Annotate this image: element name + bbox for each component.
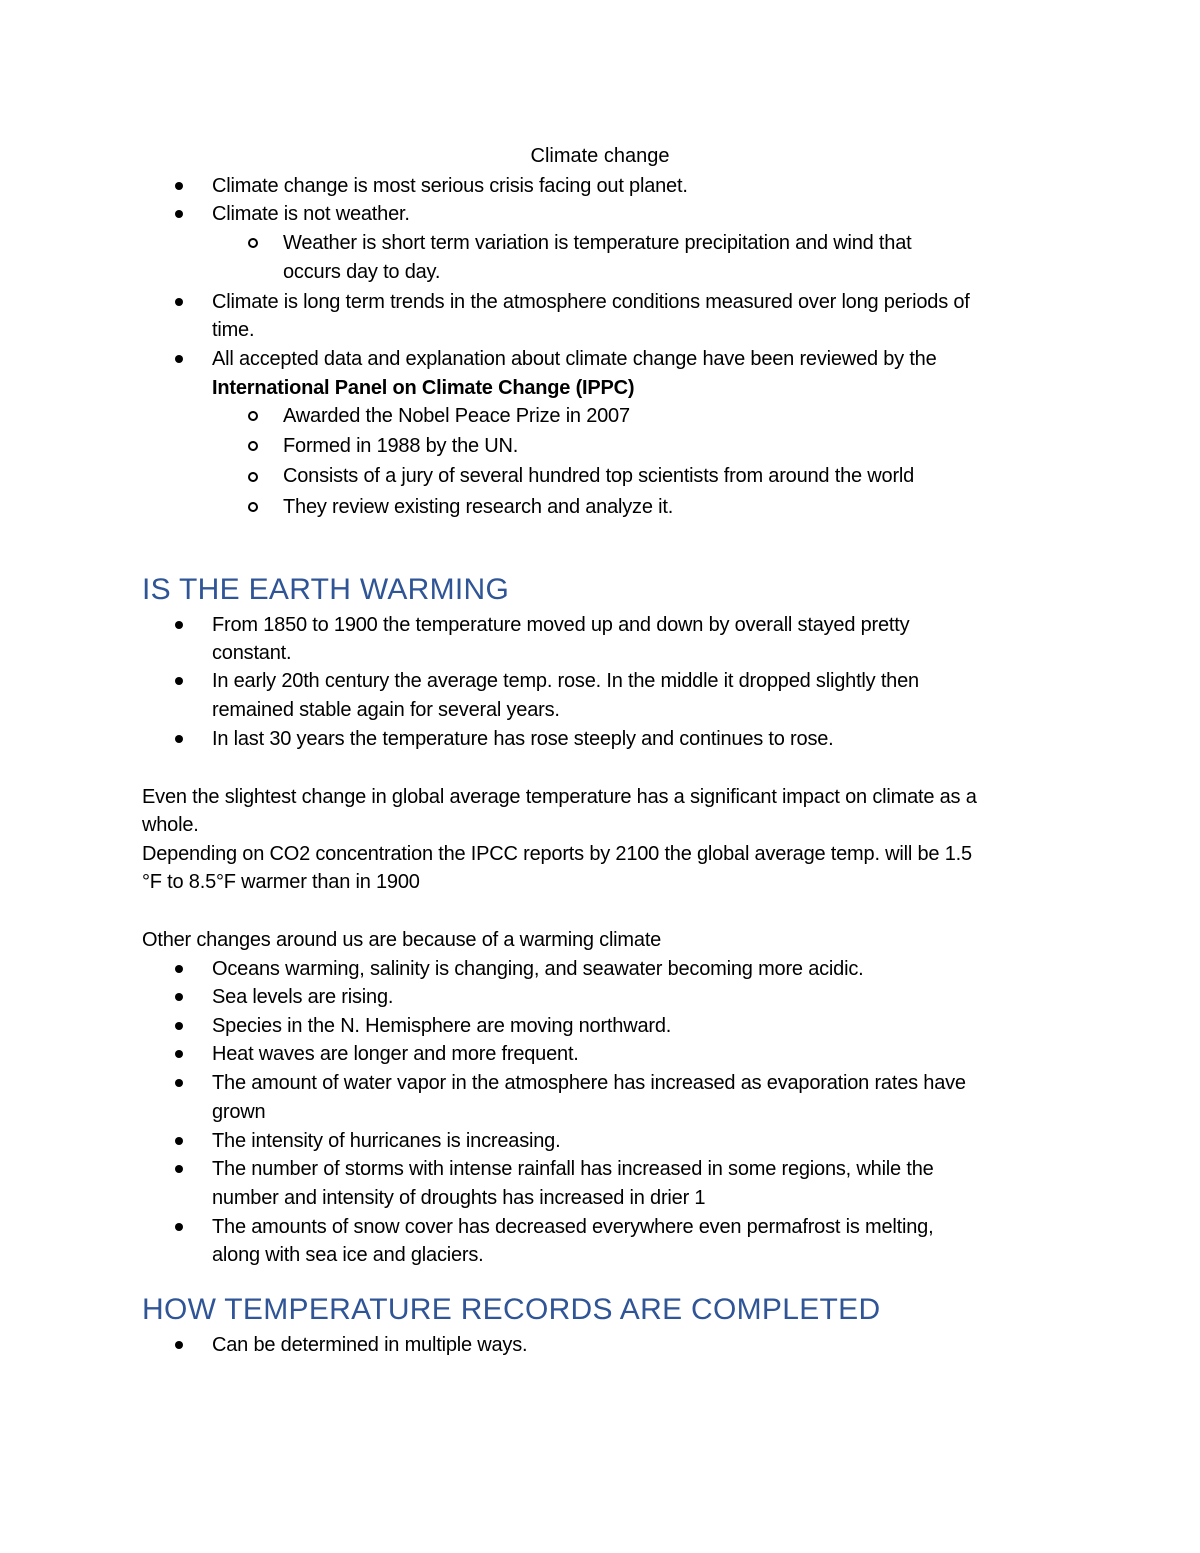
sub-list-item: Weather is short term variation is temperature precipitation and wind that xyxy=(283,232,912,254)
list-item: Species in the N. Hemisphere are moving northward. xyxy=(212,1015,672,1037)
sub-list-item: Awarded the Nobel Peace Prize in 2007 xyxy=(283,405,630,427)
sub-list-item: Consists of a jury of several hundred top scientists from around the world xyxy=(283,465,915,487)
sub-bullet-icon xyxy=(248,238,258,248)
sub-bullet-icon xyxy=(248,472,258,482)
bullet-icon xyxy=(175,1223,183,1231)
paragraph-continuation: whole. xyxy=(142,814,199,836)
bullet-icon xyxy=(175,1137,183,1145)
bullet-icon xyxy=(175,1022,183,1030)
bullet-icon xyxy=(175,1341,183,1349)
list-item: Oceans warming, salinity is changing, and seawater becoming more acidic. xyxy=(212,958,864,980)
list-item: Can be determined in multiple ways. xyxy=(212,1334,528,1356)
list-item-continuation: time. xyxy=(212,319,255,341)
paragraph: Even the slightest change in global average temperature has a significant impact on climate as a xyxy=(142,786,977,808)
sub-bullet-icon xyxy=(248,441,258,451)
section-heading-earth-warming: IS THE EARTH WARMING xyxy=(142,573,510,606)
bullet-icon xyxy=(175,210,183,218)
section-heading-temperature-records: HOW TEMPERATURE RECORDS ARE COMPLETED xyxy=(142,1293,881,1326)
list-item: Climate is not weather. xyxy=(212,203,410,225)
sub-list-item-continuation: occurs day to day. xyxy=(283,261,441,283)
bullet-icon xyxy=(175,1165,183,1173)
sub-bullet-icon xyxy=(248,502,258,512)
list-item: In early 20th century the average temp. rose. In the middle it dropped slightly then xyxy=(212,670,919,692)
list-item-continuation: constant. xyxy=(212,642,292,664)
list-item: All accepted data and explanation about climate change have been reviewed by the xyxy=(212,348,937,370)
paragraph-continuation: °F to 8.5°F warmer than in 1900 xyxy=(142,871,420,893)
bullet-icon xyxy=(175,182,183,190)
bullet-icon xyxy=(175,1079,183,1087)
bullet-icon xyxy=(175,1050,183,1058)
list-item: Heat waves are longer and more frequent. xyxy=(212,1043,579,1065)
list-item: The amounts of snow cover has decreased everywhere even permafrost is melting, xyxy=(212,1216,934,1238)
list-item-continuation: number and intensity of droughts has increased in drier 1 xyxy=(212,1187,706,1209)
bullet-icon xyxy=(175,735,183,743)
list-item-continuation: remained stable again for several years. xyxy=(212,699,560,721)
bullet-icon xyxy=(175,298,183,306)
sub-list-item: They review existing research and analyze it. xyxy=(283,496,674,518)
list-item: In last 30 years the temperature has rose steeply and continues to rose. xyxy=(212,728,834,750)
bullet-icon xyxy=(175,677,183,685)
sub-bullet-icon xyxy=(248,411,258,421)
document-title: Climate change xyxy=(530,145,670,167)
list-item-continuation: along with sea ice and glaciers. xyxy=(212,1244,484,1266)
bullet-icon xyxy=(175,621,183,629)
list-item: Sea levels are rising. xyxy=(212,986,394,1008)
list-item: The amount of water vapor in the atmosphere has increased as evaporation rates have xyxy=(212,1072,966,1094)
sub-list-item: Formed in 1988 by the UN. xyxy=(283,435,519,457)
list-item: Climate change is most serious crisis facing out planet. xyxy=(212,175,688,197)
list-item: Climate is long term trends in the atmosphere conditions measured over long periods of xyxy=(212,291,970,313)
list-item-continuation: grown xyxy=(212,1101,266,1123)
paragraph: Other changes around us are because of a warming climate xyxy=(142,929,662,951)
bullet-icon xyxy=(175,993,183,1001)
list-item: From 1850 to 1900 the temperature moved up and down by overall stayed pretty xyxy=(212,614,910,636)
list-item: The intensity of hurricanes is increasing. xyxy=(212,1130,561,1152)
paragraph: Depending on CO2 concentration the IPCC reports by 2100 the global average temp. will be 1.5 xyxy=(142,843,972,865)
bullet-icon xyxy=(175,355,183,363)
list-item-bold-continuation: International Panel on Climate Change (IPPC) xyxy=(212,377,635,399)
bullet-icon xyxy=(175,965,183,973)
list-item: The number of storms with intense rainfall has increased in some regions, while the xyxy=(212,1158,934,1180)
